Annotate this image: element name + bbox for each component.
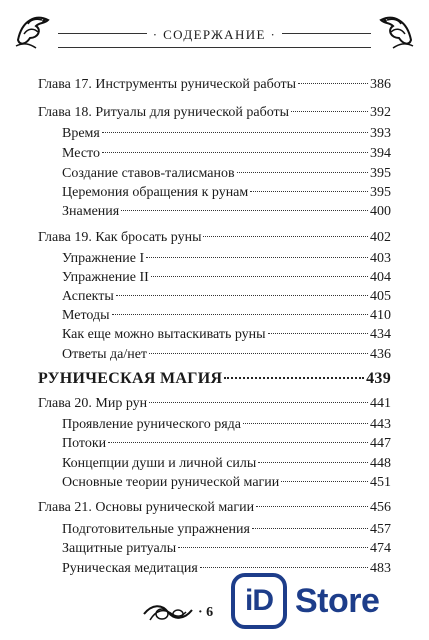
istore-logo-text: Store <box>295 581 380 620</box>
toc-entry-section[interactable] <box>62 521 391 539</box>
page-number: · 6 <box>198 605 214 620</box>
toc-entry-page: 386 <box>370 77 391 92</box>
toc-entry-label: Аспекты <box>62 289 114 304</box>
dot-leader <box>149 353 368 354</box>
dot-leader <box>281 481 368 482</box>
dot-leader <box>151 276 368 277</box>
dot-leader <box>250 191 368 192</box>
toc-entry-page: 456 <box>370 500 391 515</box>
toc-entry-label: Знамения <box>62 204 120 219</box>
toc-entry-label: Создание ставов-талисманов <box>62 166 235 181</box>
dot-leader <box>146 257 368 258</box>
dot-leader <box>256 506 368 507</box>
toc-entry-label: Защитные ритуалы <box>62 541 177 556</box>
dot-leader <box>258 462 368 463</box>
dot-leader <box>291 111 368 112</box>
toc-entry-section[interactable] <box>62 269 391 287</box>
toc-entry-label: Церемония обращения к рунам <box>62 185 249 200</box>
toc-entry-page: 393 <box>370 126 391 141</box>
dot-leader <box>149 402 368 403</box>
istore-watermark <box>231 568 427 634</box>
toc-entry-section[interactable] <box>62 540 391 558</box>
toc-entry-page: 402 <box>370 230 391 245</box>
toc-entry-label: Глава 19. Как бросать руны <box>38 230 202 245</box>
toc-entry-page: 448 <box>370 456 391 471</box>
toc-entry-label: РУНИЧЕСКАЯ МАГИЯ <box>38 370 223 387</box>
toc-entry-section[interactable] <box>62 165 391 183</box>
toc-entry-section[interactable] <box>62 326 391 344</box>
toc-entry-section[interactable] <box>62 455 391 473</box>
dot-leader <box>298 83 368 84</box>
toc-entry-page: 394 <box>370 146 391 161</box>
toc-entry-page: 483 <box>370 561 391 576</box>
toc-entry-section[interactable] <box>62 474 391 492</box>
toc-entry-section[interactable] <box>62 435 391 453</box>
toc-entry-page: 395 <box>370 185 391 200</box>
dot-leader <box>121 210 368 211</box>
toc-entry-page: 443 <box>370 417 391 432</box>
toc-entry-label: Концепции души и личной силы <box>62 456 257 471</box>
toc-entry-section[interactable] <box>62 346 391 364</box>
istore-logo-badge: iD <box>231 573 287 629</box>
toc-entry-section[interactable] <box>62 184 391 202</box>
toc-entry-section[interactable] <box>62 288 391 306</box>
toc-entry-page: 436 <box>370 347 391 362</box>
knot-ornament-icon <box>142 598 194 628</box>
toc-entry-label: Как еще можно вытаскивать руны <box>62 327 266 342</box>
running-head: · СОДЕРЖАНИЕ · <box>0 27 429 43</box>
toc-entry-page: 434 <box>370 327 391 342</box>
toc-entry-label: Упражнение II <box>62 270 149 285</box>
toc-entry-section[interactable] <box>62 203 391 221</box>
dot-leader <box>237 172 368 173</box>
dot-leader <box>102 152 368 153</box>
toc-entry-page: 410 <box>370 308 391 323</box>
toc-entry-section[interactable] <box>62 145 391 163</box>
toc-entry-part[interactable] <box>38 370 391 388</box>
toc-entry-page: 457 <box>370 522 391 537</box>
dot-leader <box>224 377 364 379</box>
toc-entry-section[interactable] <box>62 125 391 143</box>
toc-entry-page: 400 <box>370 204 391 219</box>
toc-entry-page: 403 <box>370 251 391 266</box>
toc-entry-page: 405 <box>370 289 391 304</box>
dot-leader <box>116 295 368 296</box>
toc-entry-page: 441 <box>370 396 391 411</box>
toc-entry-label: Подготовительные упражнения <box>62 522 250 537</box>
toc-entry-page: 447 <box>370 436 391 451</box>
toc-entry-page: 404 <box>370 270 391 285</box>
dot-leader <box>243 423 368 424</box>
toc-entry-label: Основные теории рунической магии <box>62 475 280 490</box>
toc-entry-label: Руническая медитация <box>62 561 198 576</box>
dot-leader <box>268 333 368 334</box>
toc-entry-chapter[interactable] <box>38 499 391 517</box>
dot-leader <box>102 132 368 133</box>
toc-entry-label: Глава 18. Ритуалы для рунической работы <box>38 105 290 120</box>
dot-leader <box>203 236 368 237</box>
toc-entry-chapter[interactable] <box>38 104 391 122</box>
toc-entry-page: 451 <box>370 475 391 490</box>
toc-entry-label: Потоки <box>62 436 107 451</box>
toc-entry-label: Ответы да/нет <box>62 347 148 362</box>
dot-leader <box>112 314 368 315</box>
toc-entry-chapter[interactable] <box>38 229 391 247</box>
toc-entry-page: 439 <box>366 370 391 387</box>
dot-leader <box>108 442 368 443</box>
dot-leader <box>252 528 368 529</box>
toc-entry-page: 392 <box>370 105 391 120</box>
dot-leader <box>178 547 368 548</box>
toc-entry-chapter[interactable] <box>38 395 391 413</box>
toc-entry-chapter[interactable] <box>38 76 391 94</box>
toc-entry-label: Упражнение I <box>62 251 145 266</box>
toc-entry-section[interactable] <box>62 416 391 434</box>
toc-entry-label: Время <box>62 126 100 141</box>
toc-entry-page: 474 <box>370 541 391 556</box>
toc-entry-label: Методы <box>62 308 110 323</box>
toc-entry-section[interactable] <box>62 307 391 325</box>
toc-entry-page: 395 <box>370 166 391 181</box>
toc-entry-label: Глава 17. Инструменты рунической работы <box>38 77 297 92</box>
toc-entry-section[interactable] <box>62 250 391 268</box>
toc-entry-label: Место <box>62 146 100 161</box>
toc-entry-label: Глава 21. Основы рунической магии <box>38 500 255 515</box>
toc-entry-label: Проявление рунического ряда <box>62 417 241 432</box>
toc-entry-label: Глава 20. Мир рун <box>38 396 148 411</box>
